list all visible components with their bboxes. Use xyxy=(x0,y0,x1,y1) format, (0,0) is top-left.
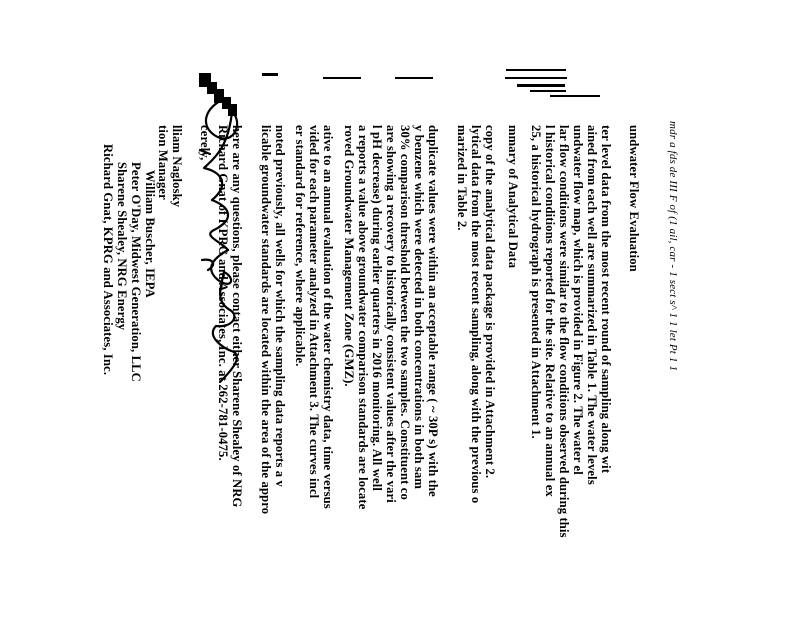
top-rule xyxy=(505,77,567,79)
top-rule xyxy=(395,77,433,79)
body-line: lar flow conditions were similar to the flow conditions observed during this xyxy=(557,125,571,538)
cc-item: William Buscher, IEPA xyxy=(143,170,157,298)
body-line: 30% comparison threshold between the two samples. Constituent co xyxy=(398,125,412,500)
body-line: l historical conditions reported for the site. Relative to an annual ex xyxy=(543,125,557,497)
body-line: vided for each parameter analyzed in Attachment 3. The curves incl xyxy=(307,125,321,499)
top-rule xyxy=(550,95,600,97)
analytical-heading: mmary of Analytical Data xyxy=(506,125,520,269)
signer-name: lliam Naglosky xyxy=(170,125,184,208)
body-line: undwater flow map, which is provided in Figure 2. The water el xyxy=(571,125,585,475)
body-line: l pH decrease) during earlier quarters in 2016 monitoring. All well xyxy=(370,125,384,492)
body-line: licable groundwater standards are located within the area of the appro xyxy=(259,125,273,515)
body-line: copy of the analytical data package is provided in Attachment 2. xyxy=(483,125,497,479)
redaction-mark xyxy=(262,73,278,76)
body-line: noted previously, all wells for which the sampling data reports a v xyxy=(273,125,287,487)
top-rule xyxy=(506,69,566,71)
cc-item: Sharene Shealey, NRG Energy xyxy=(115,162,129,331)
top-rule xyxy=(530,90,566,92)
cc-item: Richard Gnat, KPRG and Associates, Inc. xyxy=(101,144,115,376)
body-line: lytical data from the most recent sampling, along with the previous o xyxy=(469,125,483,504)
body-line: er standard for reference, where applicable. xyxy=(293,125,307,367)
body-line: a reports a value above groundwater comparison standards are locate xyxy=(356,125,370,510)
signer-title: tion Manager xyxy=(156,125,170,200)
body-line: y benzene which were detected in both concentrations in both sam xyxy=(412,125,426,490)
top-rule xyxy=(323,77,361,79)
groundwater-heading: undwater Flow Evaluation xyxy=(627,125,641,272)
handwritten-signature xyxy=(192,90,250,390)
cc-item: Peter O'Day, Midwest Generation, LLC xyxy=(129,162,143,382)
body-line: are showing a recovery to historically consistent values after the vari xyxy=(384,125,398,503)
body-line: duplicate values were within an acceptable range ( ~ 30P s) with the xyxy=(426,125,440,497)
body-line: ative to an annual evaluation of the water chemistry data, time versus xyxy=(321,125,335,509)
header-fragment: mdr a fds de III F of (1 ail, car - 1 sect s^ 1 1 let Pt 1 1 xyxy=(667,121,679,372)
top-rule xyxy=(517,84,565,87)
body-line: ter level data from the most recent round of sampling along wit xyxy=(599,125,613,474)
body-line: ained from each well are summarized in Table 1. The water levels xyxy=(585,125,599,485)
body-line: Richard Gnat of KPRG and Associates, Inc. at 262-781-0475. xyxy=(216,125,230,461)
salutation: cerely, xyxy=(198,125,212,161)
body-line: 25, a historical hydrograph is presented in Attachment 1. xyxy=(529,125,543,439)
body-line: roved Groundwater Management Zone (GMZ). xyxy=(342,125,356,387)
body-line: here are any questions, please contact either Sharene Shealey of NRG xyxy=(230,125,244,508)
body-line: marized in Table 2. xyxy=(455,125,469,231)
